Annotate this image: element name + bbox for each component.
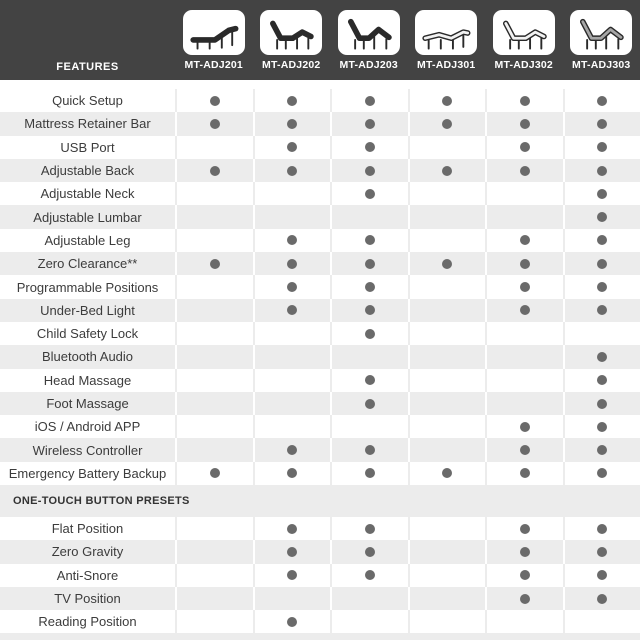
feature-name: Anti-Snore <box>56 567 119 583</box>
feature-row <box>0 369 640 392</box>
feature-included-dot <box>442 96 452 106</box>
product-column-header[interactable] <box>253 0 331 80</box>
feature-included-dot <box>597 166 607 176</box>
feature-value-cell <box>485 205 563 228</box>
feature-value-cell <box>408 89 486 112</box>
feature-value-cell <box>175 229 253 252</box>
product-image-card[interactable] <box>415 10 477 55</box>
feature-row <box>0 229 640 252</box>
feature-value-cell <box>563 392 640 415</box>
feature-row <box>0 89 640 112</box>
feature-value-cell <box>330 462 408 485</box>
feature-included-dot <box>287 547 297 557</box>
feature-value-cell <box>485 159 563 182</box>
feature-value-cell <box>563 540 640 563</box>
feature-included-dot <box>365 375 375 385</box>
feature-name: Adjustable Neck <box>40 186 135 202</box>
feature-name: Mattress Retainer Bar <box>24 116 151 132</box>
feature-value-cell <box>563 205 640 228</box>
feature-value-cell <box>563 415 640 438</box>
feature-value-cell <box>330 369 408 392</box>
feature-value-cell <box>408 610 486 633</box>
feature-value-cell <box>253 182 331 205</box>
feature-value-cell <box>253 322 331 345</box>
feature-included-dot <box>520 468 530 478</box>
product-column-header[interactable] <box>563 0 640 80</box>
feature-value-cell <box>408 438 486 461</box>
feature-included-dot <box>520 445 530 455</box>
feature-value-cell <box>175 587 253 610</box>
feature-value-cell <box>330 438 408 461</box>
feature-included-dot <box>365 119 375 129</box>
bed-head-foot-up-dark-icon <box>343 14 395 52</box>
feature-included-dot <box>210 468 220 478</box>
feature-value-cell <box>175 369 253 392</box>
feature-name: Under-Bed Light <box>40 302 135 318</box>
feature-value-cell <box>563 438 640 461</box>
feature-row <box>0 415 640 438</box>
feature-value-cell <box>253 205 331 228</box>
product-image-card[interactable] <box>493 10 555 55</box>
feature-value-cell <box>563 136 640 159</box>
feature-value-cell <box>485 229 563 252</box>
feature-row <box>0 275 640 298</box>
feature-value-cell <box>408 182 486 205</box>
feature-value-cell <box>485 517 563 540</box>
feature-included-dot <box>365 547 375 557</box>
feature-value-cell <box>175 392 253 415</box>
section-header <box>0 485 640 517</box>
feature-value-cell <box>253 438 331 461</box>
feature-row <box>0 392 640 415</box>
feature-row <box>0 540 640 563</box>
feature-value-cell <box>330 252 408 275</box>
feature-value-cell <box>253 540 331 563</box>
feature-row <box>0 112 640 135</box>
feature-value-cell <box>330 205 408 228</box>
feature-value-cell <box>408 369 486 392</box>
feature-value-cell <box>175 322 253 345</box>
feature-included-dot <box>597 445 607 455</box>
feature-included-dot <box>287 570 297 580</box>
feature-value-cell <box>485 540 563 563</box>
feature-value-cell <box>253 159 331 182</box>
product-model-label: MT-ADJ202 <box>262 59 321 71</box>
feature-included-dot <box>597 305 607 315</box>
feature-value-cell <box>563 182 640 205</box>
feature-row <box>0 299 640 322</box>
section-title: ONE-TOUCH BUTTON PRESETS <box>13 495 190 508</box>
feature-included-dot <box>520 235 530 245</box>
feature-value-cell <box>253 275 331 298</box>
bed-head-up-light-icon <box>498 14 550 52</box>
feature-row <box>0 438 640 461</box>
feature-value-cell <box>253 415 331 438</box>
feature-included-dot <box>520 282 530 292</box>
features-column-header <box>0 0 175 80</box>
feature-value-cell <box>175 564 253 587</box>
feature-value-cell <box>330 159 408 182</box>
feature-included-dot <box>365 524 375 534</box>
feature-value-cell <box>253 610 331 633</box>
feature-included-dot <box>520 547 530 557</box>
feature-value-cell <box>408 322 486 345</box>
feature-value-cell <box>175 517 253 540</box>
feature-included-dot <box>597 235 607 245</box>
feature-name: Adjustable Lumbar <box>33 209 142 225</box>
feature-value-cell <box>253 564 331 587</box>
feature-value-cell <box>408 112 486 135</box>
feature-included-dot <box>597 212 607 222</box>
feature-value-cell <box>253 345 331 368</box>
feature-value-cell <box>408 205 486 228</box>
product-image-card[interactable] <box>183 10 245 55</box>
feature-included-dot <box>597 375 607 385</box>
feature-row <box>0 517 640 540</box>
feature-value-cell <box>175 610 253 633</box>
feature-included-dot <box>520 142 530 152</box>
feature-value-cell <box>408 275 486 298</box>
feature-name: TV Position <box>54 591 121 607</box>
feature-value-cell <box>485 587 563 610</box>
feature-value-cell <box>485 322 563 345</box>
feature-value-cell <box>408 345 486 368</box>
feature-included-dot <box>520 305 530 315</box>
feature-name: Adjustable Leg <box>44 232 131 248</box>
product-column-header[interactable] <box>485 0 563 80</box>
feature-value-cell <box>253 229 331 252</box>
feature-included-dot <box>287 119 297 129</box>
feature-included-dot <box>597 119 607 129</box>
feature-name: Zero Gravity <box>51 544 124 560</box>
feature-value-cell <box>563 299 640 322</box>
header-spacer <box>0 80 640 89</box>
feature-value-cell <box>408 587 486 610</box>
feature-value-cell <box>408 517 486 540</box>
feature-value-cell <box>330 299 408 322</box>
feature-name: USB Port <box>60 139 115 155</box>
feature-value-cell <box>330 540 408 563</box>
feature-included-dot <box>210 96 220 106</box>
feature-value-cell <box>330 136 408 159</box>
feature-name: Reading Position <box>38 614 137 630</box>
feature-value-cell <box>408 564 486 587</box>
feature-included-dot <box>520 166 530 176</box>
feature-value-cell <box>330 587 408 610</box>
feature-included-dot <box>520 524 530 534</box>
feature-included-dot <box>597 594 607 604</box>
feature-value-cell <box>175 415 253 438</box>
feature-value-cell <box>485 415 563 438</box>
feature-value-cell <box>485 564 563 587</box>
feature-value-cell <box>330 275 408 298</box>
feature-included-dot <box>365 259 375 269</box>
feature-included-dot <box>597 352 607 362</box>
feature-name: Emergency Battery Backup <box>8 465 167 481</box>
feature-included-dot <box>365 305 375 315</box>
feature-included-dot <box>597 96 607 106</box>
feature-value-cell <box>175 299 253 322</box>
feature-included-dot <box>210 119 220 129</box>
feature-included-dot <box>287 96 297 106</box>
feature-value-cell <box>330 182 408 205</box>
feature-value-cell <box>253 252 331 275</box>
feature-value-cell <box>563 252 640 275</box>
product-column-header[interactable] <box>408 0 486 80</box>
feature-value-cell <box>175 205 253 228</box>
feature-included-dot <box>597 189 607 199</box>
feature-included-dot <box>365 399 375 409</box>
feature-included-dot <box>597 422 607 432</box>
feature-value-cell <box>563 345 640 368</box>
feature-value-cell <box>485 610 563 633</box>
feature-value-cell <box>175 438 253 461</box>
feature-value-cell <box>485 275 563 298</box>
feature-name: Bluetooth Audio <box>41 349 134 365</box>
feature-included-dot <box>597 142 607 152</box>
feature-included-dot <box>597 547 607 557</box>
feature-name: Programmable Positions <box>16 279 159 295</box>
feature-included-dot <box>442 468 452 478</box>
feature-value-cell <box>563 462 640 485</box>
feature-included-dot <box>597 524 607 534</box>
feature-value-cell <box>563 564 640 587</box>
feature-value-cell <box>253 517 331 540</box>
feature-value-cell <box>330 392 408 415</box>
feature-included-dot <box>520 594 530 604</box>
feature-value-cell <box>485 392 563 415</box>
feature-value-cell <box>330 610 408 633</box>
feature-name: Flat Position <box>51 521 124 537</box>
feature-value-cell <box>563 229 640 252</box>
feature-included-dot <box>597 468 607 478</box>
feature-included-dot <box>442 119 452 129</box>
product-model-label: MT-ADJ301 <box>417 59 476 71</box>
feature-included-dot <box>520 422 530 432</box>
feature-value-cell <box>485 89 563 112</box>
feature-name: Wireless Controller <box>32 442 143 458</box>
feature-row <box>0 587 640 610</box>
feature-included-dot <box>287 305 297 315</box>
feature-name: Zero Clearance** <box>37 256 138 272</box>
feature-value-cell <box>330 564 408 587</box>
product-model-label: MT-ADJ302 <box>494 59 553 71</box>
feature-value-cell <box>485 345 563 368</box>
feature-value-cell <box>253 136 331 159</box>
bed-flat-light-icon <box>420 14 472 52</box>
feature-value-cell <box>175 159 253 182</box>
feature-value-cell <box>330 345 408 368</box>
feature-value-cell <box>253 462 331 485</box>
feature-value-cell <box>563 112 640 135</box>
feature-value-cell <box>253 89 331 112</box>
feature-included-dot <box>365 468 375 478</box>
feature-name: Child Safety Lock <box>36 326 139 342</box>
feature-value-cell <box>253 587 331 610</box>
feature-included-dot <box>365 329 375 339</box>
feature-row <box>0 252 640 275</box>
feature-included-dot <box>520 119 530 129</box>
feature-included-dot <box>287 617 297 627</box>
feature-value-cell <box>485 182 563 205</box>
feature-value-cell <box>485 369 563 392</box>
feature-included-dot <box>365 282 375 292</box>
feature-value-cell <box>485 462 563 485</box>
feature-value-cell <box>563 369 640 392</box>
feature-value-cell <box>563 89 640 112</box>
feature-value-cell <box>408 229 486 252</box>
feature-included-dot <box>597 570 607 580</box>
feature-value-cell <box>253 299 331 322</box>
feature-row <box>0 462 640 485</box>
feature-row <box>0 159 640 182</box>
feature-value-cell <box>408 392 486 415</box>
feature-value-cell <box>485 438 563 461</box>
feature-value-cell <box>485 252 563 275</box>
feature-value-cell <box>253 392 331 415</box>
feature-value-cell <box>563 610 640 633</box>
feature-included-dot <box>287 282 297 292</box>
feature-value-cell <box>408 136 486 159</box>
product-image-card[interactable] <box>338 10 400 55</box>
feature-name: Quick Setup <box>52 93 123 109</box>
features-label: FEATURES <box>56 61 119 73</box>
feature-row <box>0 345 640 368</box>
feature-included-dot <box>287 235 297 245</box>
feature-included-dot <box>287 142 297 152</box>
feature-value-cell <box>485 112 563 135</box>
feature-included-dot <box>365 96 375 106</box>
feature-included-dot <box>597 399 607 409</box>
feature-value-cell <box>175 275 253 298</box>
feature-included-dot <box>365 142 375 152</box>
feature-value-cell <box>253 369 331 392</box>
feature-value-cell <box>408 299 486 322</box>
feature-included-dot <box>365 166 375 176</box>
feature-included-dot <box>287 259 297 269</box>
feature-included-dot <box>365 189 375 199</box>
feature-included-dot <box>520 96 530 106</box>
product-column-header[interactable] <box>330 0 408 80</box>
feature-included-dot <box>287 445 297 455</box>
feature-value-cell <box>408 159 486 182</box>
feature-row <box>0 182 640 205</box>
feature-included-dot <box>520 570 530 580</box>
table-body <box>0 89 640 634</box>
feature-value-cell <box>175 462 253 485</box>
feature-name: iOS / Android APP <box>34 419 141 435</box>
product-column-header[interactable] <box>175 0 253 80</box>
feature-value-cell <box>408 462 486 485</box>
feature-value-cell <box>408 415 486 438</box>
feature-name: Adjustable Back <box>40 163 135 179</box>
feature-value-cell <box>175 540 253 563</box>
feature-included-dot <box>597 259 607 269</box>
feature-value-cell <box>175 182 253 205</box>
feature-value-cell <box>175 345 253 368</box>
feature-name: Head Massage <box>43 372 132 388</box>
bed-flat-dark-icon <box>188 14 240 52</box>
product-image-card[interactable] <box>570 10 632 55</box>
feature-value-cell <box>563 275 640 298</box>
feature-included-dot <box>365 235 375 245</box>
table-header <box>0 0 640 80</box>
feature-included-dot <box>287 468 297 478</box>
feature-value-cell <box>408 252 486 275</box>
feature-value-cell <box>563 587 640 610</box>
feature-value-cell <box>485 136 563 159</box>
feature-value-cell <box>330 415 408 438</box>
product-model-label: MT-ADJ303 <box>572 59 631 71</box>
feature-row <box>0 205 640 228</box>
feature-included-dot <box>210 259 220 269</box>
feature-included-dot <box>287 524 297 534</box>
feature-value-cell <box>330 517 408 540</box>
feature-included-dot <box>597 282 607 292</box>
product-model-label: MT-ADJ201 <box>184 59 243 71</box>
feature-value-cell <box>175 112 253 135</box>
feature-value-cell <box>563 517 640 540</box>
feature-value-cell <box>408 540 486 563</box>
feature-value-cell <box>563 322 640 345</box>
product-image-card[interactable] <box>260 10 322 55</box>
feature-value-cell <box>563 159 640 182</box>
bed-head-foot-up-gray-icon <box>575 14 627 52</box>
bed-head-up-dark-icon <box>265 14 317 52</box>
feature-row <box>0 322 640 345</box>
feature-row <box>0 136 640 159</box>
feature-value-cell <box>175 89 253 112</box>
feature-value-cell <box>485 299 563 322</box>
feature-included-dot <box>365 570 375 580</box>
feature-included-dot <box>442 259 452 269</box>
feature-value-cell <box>330 89 408 112</box>
feature-included-dot <box>365 445 375 455</box>
feature-value-cell <box>175 252 253 275</box>
feature-row <box>0 610 640 633</box>
feature-value-cell <box>175 136 253 159</box>
product-model-label: MT-ADJ203 <box>339 59 398 71</box>
feature-included-dot <box>210 166 220 176</box>
feature-included-dot <box>520 259 530 269</box>
feature-name: Foot Massage <box>46 396 129 411</box>
feature-value-cell <box>253 112 331 135</box>
feature-included-dot <box>442 166 452 176</box>
feature-value-cell <box>330 322 408 345</box>
next-row-partial <box>0 633 640 640</box>
feature-row <box>0 564 640 587</box>
feature-value-cell <box>330 229 408 252</box>
feature-included-dot <box>287 166 297 176</box>
feature-value-cell <box>330 112 408 135</box>
